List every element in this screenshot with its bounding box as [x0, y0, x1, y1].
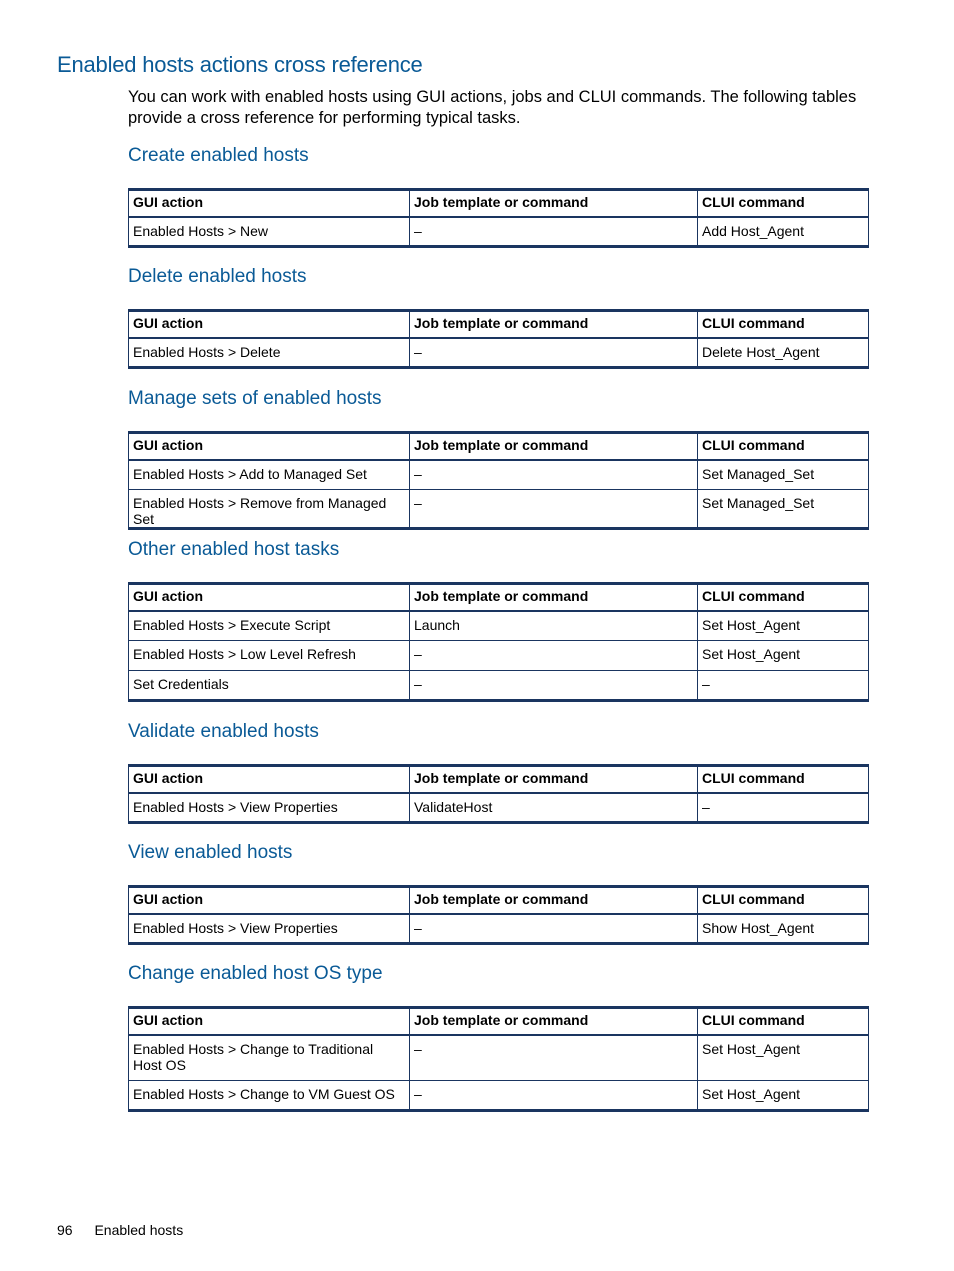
- cell-clui-command: Set Host_Agent: [698, 611, 869, 641]
- section-title-delete: Delete enabled hosts: [128, 266, 307, 287]
- cell-gui-action: Set Credentials: [129, 671, 410, 701]
- page-number: 96: [57, 1222, 73, 1238]
- cell-gui-action: Enabled Hosts > New: [129, 217, 410, 247]
- table-header-row: [129, 1008, 869, 1035]
- cell-job-template: –: [410, 338, 698, 368]
- table-row: [129, 338, 869, 368]
- header-gui-action: GUI action: [129, 433, 410, 460]
- section-title-change-os: Change enabled host OS type: [128, 963, 383, 984]
- table-validate: [128, 764, 869, 824]
- header-job-template: Job template or command: [410, 190, 698, 217]
- header-job-template: Job template or command: [410, 1008, 698, 1035]
- cell-clui-command: Set Host_Agent: [698, 641, 869, 671]
- cell-clui-command: Set Managed_Set: [698, 460, 869, 490]
- header-clui-command: CLUI command: [698, 887, 869, 914]
- page-footer: [57, 1222, 183, 1238]
- section-title-other-tasks: Other enabled host tasks: [128, 539, 340, 560]
- cell-job-template: –: [410, 1035, 698, 1081]
- header-job-template: Job template or command: [410, 766, 698, 793]
- cell-gui-action: Enabled Hosts > Remove from Managed Set: [129, 490, 410, 529]
- cell-job-template: Launch: [410, 611, 698, 641]
- table-create: [128, 188, 869, 248]
- header-gui-action: GUI action: [129, 311, 410, 338]
- cell-gui-action: Enabled Hosts > Delete: [129, 338, 410, 368]
- cell-gui-action: Enabled Hosts > Low Level Refresh: [129, 641, 410, 671]
- cell-job-template: –: [410, 641, 698, 671]
- cell-gui-action: Enabled Hosts > Execute Script: [129, 611, 410, 641]
- cell-gui-action: Enabled Hosts > Add to Managed Set: [129, 460, 410, 490]
- header-clui-command: CLUI command: [698, 766, 869, 793]
- table-row: [129, 460, 869, 490]
- table-header-row: [129, 311, 869, 338]
- cell-job-template: –: [410, 1081, 698, 1111]
- header-job-template: Job template or command: [410, 584, 698, 611]
- cell-clui-command: Set Managed_Set: [698, 490, 869, 529]
- footer-section-name: Enabled hosts: [94, 1222, 184, 1238]
- cell-clui-command: Set Host_Agent: [698, 1081, 869, 1111]
- table-row: [129, 217, 869, 247]
- section-title-validate: Validate enabled hosts: [128, 721, 319, 742]
- section-title-create: Create enabled hosts: [128, 145, 309, 166]
- header-job-template: Job template or command: [410, 433, 698, 460]
- cell-job-template: –: [410, 217, 698, 247]
- header-job-template: Job template or command: [410, 311, 698, 338]
- table-header-row: [129, 766, 869, 793]
- table-delete: [128, 309, 869, 369]
- section-title-view: View enabled hosts: [128, 842, 293, 863]
- table-row: [129, 671, 869, 701]
- header-gui-action: GUI action: [129, 1008, 410, 1035]
- table-view: [128, 885, 869, 945]
- table-manage-sets: [128, 431, 869, 530]
- intro-paragraph: You can work with enabled hosts using GUI actions, jobs and CLUI commands. The following tables provide a cross reference for performing typical tasks.: [128, 88, 857, 127]
- cell-gui-action: Enabled Hosts > Change to Traditional Host OS: [129, 1035, 410, 1081]
- table-other-tasks: [128, 582, 869, 702]
- table-header-row: [129, 887, 869, 914]
- table-row: [129, 793, 869, 823]
- cell-clui-command: Add Host_Agent: [698, 217, 869, 247]
- cell-gui-action: Enabled Hosts > Change to VM Guest OS: [129, 1081, 410, 1111]
- cell-job-template: –: [410, 460, 698, 490]
- cell-job-template: –: [410, 490, 698, 529]
- table-row: [129, 1035, 869, 1081]
- cell-job-template: –: [410, 671, 698, 701]
- header-gui-action: GUI action: [129, 190, 410, 217]
- table-change-os: [128, 1006, 869, 1112]
- header-clui-command: CLUI command: [698, 433, 869, 460]
- header-clui-command: CLUI command: [698, 1008, 869, 1035]
- table-row: [129, 611, 869, 641]
- cell-job-template: –: [410, 914, 698, 944]
- table-header-row: [129, 190, 869, 217]
- table-row: [129, 490, 869, 529]
- table-row: [129, 1081, 869, 1111]
- cell-gui-action: Enabled Hosts > View Properties: [129, 914, 410, 944]
- header-job-template: Job template or command: [410, 887, 698, 914]
- header-gui-action: GUI action: [129, 766, 410, 793]
- table-header-row: [129, 584, 869, 611]
- cell-clui-command: –: [698, 671, 869, 701]
- cell-job-template: ValidateHost: [410, 793, 698, 823]
- cell-clui-command: Set Host_Agent: [698, 1035, 869, 1081]
- cell-clui-command: Delete Host_Agent: [698, 338, 869, 368]
- table-row: [129, 914, 869, 944]
- cell-clui-command: –: [698, 793, 869, 823]
- cell-gui-action: Enabled Hosts > View Properties: [129, 793, 410, 823]
- table-row: [129, 641, 869, 671]
- page-title: Enabled hosts actions cross reference: [57, 52, 423, 77]
- section-title-manage-sets: Manage sets of enabled hosts: [128, 388, 382, 409]
- cell-clui-command: Show Host_Agent: [698, 914, 869, 944]
- header-clui-command: CLUI command: [698, 584, 869, 611]
- header-gui-action: GUI action: [129, 584, 410, 611]
- table-header-row: [129, 433, 869, 460]
- header-gui-action: GUI action: [129, 887, 410, 914]
- header-clui-command: CLUI command: [698, 311, 869, 338]
- header-clui-command: CLUI command: [698, 190, 869, 217]
